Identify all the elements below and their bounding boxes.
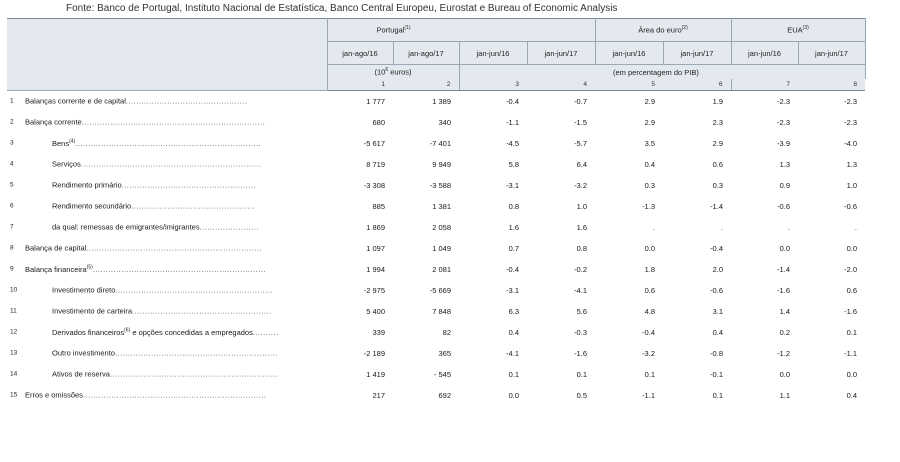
row-label-cell	[7, 175, 327, 196]
row-label-cell	[7, 112, 327, 133]
value-cell: -3.1	[506, 180, 519, 190]
source-note: Fonte: Banco de Portugal, Instituto Nacional de Estatística, Banco Central Europeu, Eurostat e Bureau of Economic Analysis	[66, 3, 618, 14]
value-cell: -2.3	[844, 96, 858, 106]
leader-dots: ....................................................	[121, 180, 256, 190]
value-cell: -0.8	[710, 348, 723, 358]
row-number: 13	[10, 349, 18, 357]
leader-dots: ...................................................................	[92, 264, 266, 274]
row-label-cell	[7, 259, 327, 280]
value-cell: 680	[372, 117, 385, 127]
value-cell: 0.9	[779, 180, 790, 190]
leader-dots: ......................................................	[132, 306, 272, 316]
value-cell: .	[720, 222, 723, 232]
period-header: jan-jun/17	[663, 42, 731, 65]
value-cell: -0.4	[506, 96, 519, 106]
table-row	[7, 175, 865, 196]
period-header: jan-jun/17	[798, 42, 865, 65]
row-label-cell	[7, 343, 327, 364]
unit-spacer	[459, 65, 595, 80]
value-cell: -1.2	[777, 348, 790, 358]
value-cell: 1 419	[366, 369, 385, 379]
value-cell: -5 669	[429, 285, 451, 295]
table-row	[7, 238, 865, 259]
value-cell: 0.0	[846, 369, 858, 379]
value-cell: 0.7	[508, 243, 519, 253]
value-cell: 1 869	[366, 222, 385, 232]
value-cell: -4.0	[844, 138, 858, 148]
value-cell: 1.0	[576, 201, 587, 211]
row-number: 1	[10, 97, 14, 105]
value-cell: 0.1	[644, 369, 655, 379]
row-label	[25, 264, 266, 274]
value-cell: 1.6	[508, 222, 519, 232]
row-label-sup: (5)	[86, 264, 93, 271]
value-cell: -0.6	[777, 201, 790, 211]
value-cell: 0.2	[779, 327, 790, 337]
value-cell: -3.1	[506, 285, 519, 295]
value-cell: -1.6	[574, 348, 587, 358]
table-row	[7, 364, 865, 385]
row-number: 9	[10, 265, 14, 273]
value-cell: 1.8	[644, 264, 655, 274]
unit-spacer	[731, 65, 865, 80]
row-number: 11	[10, 307, 17, 315]
row-number: 7	[10, 223, 14, 231]
value-cell: -0.2	[574, 264, 587, 274]
leader-dots: ..........	[252, 327, 279, 337]
value-cell: -4.1	[574, 285, 587, 295]
value-cell: 1.6	[576, 222, 587, 232]
row-label-text: da qual: remessas de emigrantes/imigrantes	[52, 222, 200, 232]
row-label	[52, 160, 262, 169]
row-label-text: Outro investimento	[52, 348, 115, 358]
leader-dots: .......................................................................	[82, 390, 267, 400]
value-cell: 0.5	[576, 390, 587, 400]
table-row	[7, 133, 865, 154]
row-number: 4	[10, 160, 14, 168]
value-cell: -1.6	[777, 285, 790, 295]
table-row	[7, 112, 865, 133]
value-cell: 2.0	[712, 264, 723, 274]
row-label	[52, 327, 279, 337]
value-cell: 5.6	[576, 306, 587, 316]
table-row	[7, 196, 865, 217]
value-cell: 0.3	[644, 180, 655, 190]
value-cell: -0.4	[642, 327, 655, 337]
group-label-eua: EUA	[787, 25, 803, 35]
header-blank-cell	[7, 19, 327, 91]
value-cell: -1.1	[506, 117, 519, 127]
row-label	[52, 181, 256, 190]
leader-dots: .......................	[199, 222, 260, 232]
row-label-cell	[7, 322, 327, 343]
value-cell: -1.1	[642, 390, 655, 400]
value-cell: -0.6	[710, 285, 723, 295]
value-cell: 0.1	[712, 390, 723, 400]
leader-dots: ....................................................................	[86, 243, 262, 253]
value-cell: -5 617	[363, 138, 385, 148]
row-label	[25, 244, 262, 253]
row-label-cell	[7, 217, 327, 238]
value-cell: 0.4	[644, 159, 655, 169]
row-label-sup: (6)	[124, 327, 131, 334]
value-cell: 692	[438, 390, 451, 400]
value-cell: 339	[372, 327, 385, 337]
value-cell: -1.4	[777, 264, 790, 274]
value-cell: -2.0	[844, 264, 858, 274]
row-number: 8	[10, 244, 14, 252]
row-label-text: Serviços	[52, 159, 81, 169]
value-cell: 2 081	[432, 264, 451, 274]
value-cell: -0.4	[710, 243, 723, 253]
value-cell: 1 777	[366, 96, 385, 106]
value-cell: -7 401	[429, 138, 451, 148]
leader-dots: ...............................................	[125, 96, 248, 106]
value-cell: -4.1	[506, 348, 519, 358]
row-label-text: Derivados financeiros	[52, 327, 125, 337]
row-label-text: Balança corrente	[25, 117, 82, 127]
unit-pib	[595, 65, 731, 80]
column-number: 4	[527, 79, 595, 91]
table-row	[7, 259, 865, 280]
balance-of-payments-table	[7, 18, 866, 406]
leader-dots: .......................................................................	[81, 117, 266, 127]
value-cell: 0.0	[644, 243, 655, 253]
row-label	[25, 118, 265, 127]
value-cell: 9 949	[432, 159, 451, 169]
value-cell: 1.9	[712, 96, 723, 106]
table-row	[7, 217, 865, 238]
value-cell: 365	[438, 348, 451, 358]
value-cell: -2.3	[777, 117, 790, 127]
value-cell: .	[787, 222, 790, 232]
value-cell: 0.8	[576, 243, 587, 253]
value-cell: 0.0	[779, 243, 790, 253]
value-cell: 6.3	[508, 306, 519, 316]
period-header: jan-jun/17	[527, 42, 595, 65]
column-number: 2	[393, 79, 459, 91]
value-cell: 3.1	[712, 306, 723, 316]
column-number: 5	[595, 79, 663, 91]
value-cell: 0.6	[846, 285, 858, 295]
group-label-portugal: Portugal	[376, 25, 405, 35]
row-label-cell	[7, 91, 327, 112]
table-row	[7, 343, 865, 364]
value-cell: 1.3	[779, 159, 790, 169]
table-body	[7, 91, 865, 406]
column-number: 7	[731, 79, 798, 91]
value-cell: 1 049	[432, 243, 451, 253]
value-cell: 0.1	[508, 369, 519, 379]
value-cell: 1 381	[432, 201, 451, 211]
row-label-cell	[7, 364, 327, 385]
value-cell: 2 058	[432, 222, 451, 232]
value-cell: 8 719	[366, 159, 385, 169]
column-number: 3	[459, 79, 527, 91]
column-number: 8	[798, 79, 865, 91]
value-cell: -1.1	[844, 348, 858, 358]
leader-dots: ........................................................................	[75, 138, 262, 148]
table-row	[7, 280, 865, 301]
value-cell: -2.3	[777, 96, 790, 106]
leader-dots: .............................................................	[115, 285, 273, 295]
row-label-cell	[7, 238, 327, 259]
value-cell: -3.9	[777, 138, 790, 148]
unit-portugal-sup: 6	[385, 67, 389, 74]
value-cell: -4.5	[506, 138, 519, 148]
value-cell: - 545	[433, 369, 451, 379]
group-sup-portugal: (1)	[404, 25, 411, 32]
row-label-sup: (4)	[69, 138, 76, 145]
row-label-suffix: e opções concedidas a empregados	[130, 327, 253, 337]
row-label-text: Balança de capital	[25, 243, 87, 253]
row-label-cell	[7, 301, 327, 322]
row-label	[25, 391, 266, 400]
leader-dots: ................................................	[131, 201, 256, 211]
row-label-text: Bens	[52, 138, 70, 148]
row-label	[52, 202, 255, 211]
row-label-text: Balança financeira	[25, 264, 87, 274]
value-cell: 2.9	[644, 117, 655, 127]
value-cell: 0.6	[712, 159, 723, 169]
row-label-text: Investimento direto	[52, 285, 116, 295]
leader-dots: ......................................................................	[80, 159, 262, 169]
value-cell: -2 975	[363, 285, 385, 295]
row-label-text: Investimento de carteira	[52, 306, 133, 316]
row-label-text: Erros e omissões	[25, 390, 83, 400]
value-cell: .	[854, 222, 858, 232]
row-label	[25, 97, 247, 106]
period-header: jan-jun/16	[459, 42, 527, 65]
row-label-cell	[7, 154, 327, 175]
value-cell: 1.3	[846, 159, 858, 169]
unit-portugal	[327, 65, 459, 80]
value-cell: 5 400	[366, 306, 385, 316]
value-cell: 0.4	[846, 390, 858, 400]
unit-portugal-prefix: (10	[374, 67, 386, 77]
row-label-text: Rendimento secundário	[52, 201, 132, 211]
value-cell: 0.1	[846, 327, 858, 337]
value-cell: -2.3	[844, 117, 858, 127]
value-cell: -1.5	[574, 117, 587, 127]
period-header: jan-jun/16	[595, 42, 663, 65]
value-cell: -3 308	[363, 180, 385, 190]
value-cell: 7 848	[432, 306, 451, 316]
row-label-text: Ativos de reserva	[52, 369, 110, 379]
value-cell: -1.3	[642, 201, 655, 211]
column-number: 6	[663, 79, 731, 91]
value-cell: 2.9	[644, 96, 655, 106]
value-cell: 0.0	[779, 369, 790, 379]
value-cell: 1.1	[779, 390, 790, 400]
leader-dots: ...............................................................	[114, 348, 278, 358]
value-cell: 0.4	[712, 327, 723, 337]
table-row	[7, 301, 865, 322]
row-number: 14	[10, 370, 18, 378]
value-cell: -0.7	[574, 96, 587, 106]
row-label-text: Rendimento primário	[52, 180, 122, 190]
group-header-portugal	[327, 19, 595, 42]
row-label	[52, 307, 272, 316]
value-cell: -2 189	[363, 348, 385, 358]
value-cell: 0.3	[712, 180, 723, 190]
value-cell: 5.8	[508, 159, 519, 169]
period-header: jan-ago/17	[393, 42, 459, 65]
value-cell: -0.3	[574, 327, 587, 337]
row-label-text: Balanças corrente e de capital	[25, 96, 126, 106]
row-number: 10	[10, 286, 18, 294]
table-row	[7, 322, 865, 343]
period-header: jan-jun/16	[731, 42, 798, 65]
row-label	[52, 286, 273, 295]
period-header: jan-ago/16	[327, 42, 393, 65]
table-row	[7, 385, 865, 406]
value-cell: 2.3	[712, 117, 723, 127]
value-cell: 3.5	[644, 138, 655, 148]
value-cell: -3.2	[642, 348, 655, 358]
value-cell: -1.6	[844, 306, 858, 316]
value-cell: -0.4	[506, 264, 519, 274]
unit-pib-text: (em percentagem do PIB)	[613, 67, 699, 77]
row-number: 6	[10, 202, 14, 210]
row-label	[52, 349, 278, 358]
row-label-cell	[7, 385, 327, 406]
value-cell: -5.7	[574, 138, 587, 148]
value-cell: 0.6	[644, 285, 655, 295]
group-header-eua	[731, 19, 865, 42]
value-cell: -1.4	[710, 201, 723, 211]
unit-portugal-suffix: euros)	[388, 67, 412, 77]
value-cell: 1 097	[366, 243, 385, 253]
value-cell: 2.9	[712, 138, 723, 148]
row-number: 5	[10, 181, 14, 189]
value-cell: 1.0	[846, 180, 858, 190]
value-cell: -3 588	[429, 180, 451, 190]
value-cell: 0.0	[846, 243, 858, 253]
value-cell: 1 389	[432, 96, 451, 106]
row-label-cell	[7, 133, 327, 154]
group-label-area-euro: Área do euro	[638, 25, 682, 35]
value-cell: 340	[438, 117, 451, 127]
value-cell: 1 994	[366, 264, 385, 274]
row-label-cell	[7, 280, 327, 301]
value-cell: 4.8	[644, 306, 655, 316]
column-number: 1	[327, 79, 393, 91]
row-label	[52, 370, 278, 379]
value-cell: 0.0	[508, 390, 519, 400]
value-cell: -3.2	[574, 180, 587, 190]
value-cell: -0.6	[844, 201, 858, 211]
group-header-area-euro	[595, 19, 731, 42]
leader-dots: .................................................................	[109, 369, 278, 379]
group-sup-area-euro: (2)	[681, 25, 688, 32]
row-number: 3	[10, 139, 14, 147]
value-cell: 6.4	[576, 159, 587, 169]
table-row	[7, 154, 865, 175]
row-number: 15	[10, 391, 18, 399]
value-cell: 885	[372, 201, 385, 211]
value-cell: 0.4	[508, 327, 519, 337]
row-label-cell	[7, 196, 327, 217]
table-row	[7, 91, 865, 112]
value-cell: 0.8	[508, 201, 519, 211]
table-header	[7, 19, 865, 91]
value-cell: -0.1	[710, 369, 723, 379]
value-cell: 0.1	[576, 369, 587, 379]
value-cell: 82	[442, 327, 451, 337]
row-number: 12	[10, 328, 18, 336]
value-cell: 217	[372, 390, 385, 400]
group-sup-eua: (3)	[802, 25, 809, 32]
row-label	[52, 138, 261, 148]
row-number: 2	[10, 118, 14, 126]
value-cell: .	[652, 222, 655, 232]
value-cell: 1.4	[779, 306, 790, 316]
row-label	[52, 223, 259, 232]
